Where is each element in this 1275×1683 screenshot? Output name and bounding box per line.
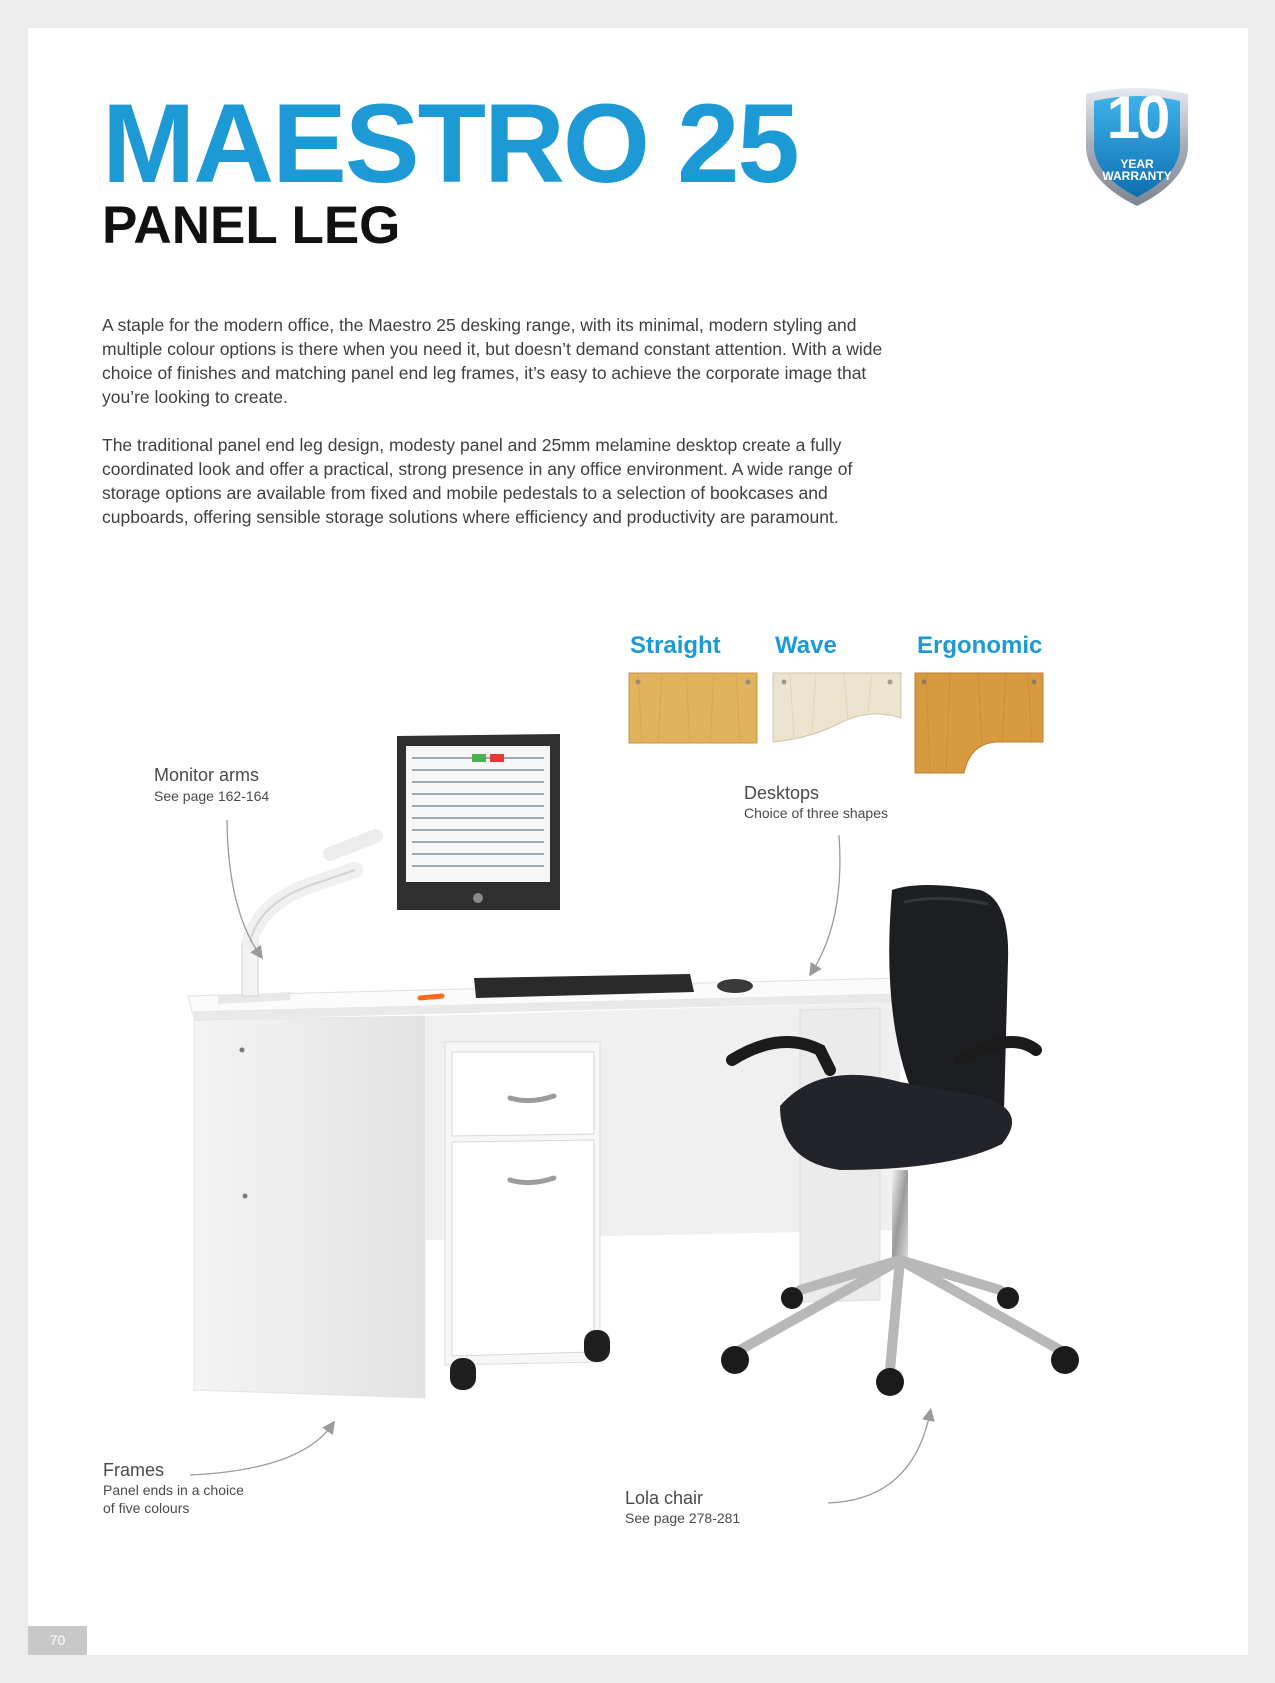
callout-frames-sub-1: Panel ends in a choice	[103, 1482, 244, 1498]
callout-frames-title: Frames	[103, 1460, 165, 1480]
callout-monitor-arms-title: Monitor arms	[154, 765, 260, 785]
page-number: 70	[28, 1626, 87, 1655]
intro-paragraph-2: The traditional panel end leg design, modesty panel and 25mm melamine desktop create a fully coordinated look and offer a practical, strong presence in any office environment. A wide range of storage options are available from fixed and mobile pedestals to a selection of bookcases and cupboards, offering sensible storage solutions where efficiency and productivity are paramount.	[102, 435, 853, 527]
callout-desktops-title: Desktops	[744, 783, 820, 803]
page-title: MAESTRO 25	[102, 81, 798, 206]
warranty-line1: YEAR	[1120, 157, 1154, 171]
warranty-number: 10	[1106, 84, 1168, 151]
shape-label-straight: Straight	[630, 632, 721, 659]
callout-frames-sub-2: of five colours	[103, 1500, 190, 1516]
shape-label-ergonomic: Ergonomic	[917, 632, 1043, 659]
shape-label-wave: Wave	[775, 632, 837, 659]
callout-lola-chair-title: Lola chair	[625, 1488, 704, 1508]
warranty-line2: WARRANTY	[1102, 169, 1172, 183]
page-subtitle: PANEL LEG	[102, 196, 401, 255]
callout-monitor-arms-sub: See page 162-164	[154, 788, 270, 804]
callout-desktops-sub: Choice of three shapes	[744, 805, 888, 821]
intro-paragraph-1: A staple for the modern office, the Maestro 25 desking range, with its minimal, modern styling and multiple colour options is there when you need it, but doesn’t demand constant attention. With a wide choice of finishes and matching panel end leg frames, it’s easy to achieve the corporate image that you’re looking to create.	[102, 315, 883, 407]
callout-lola-chair-sub: See page 278-281	[625, 1510, 741, 1526]
